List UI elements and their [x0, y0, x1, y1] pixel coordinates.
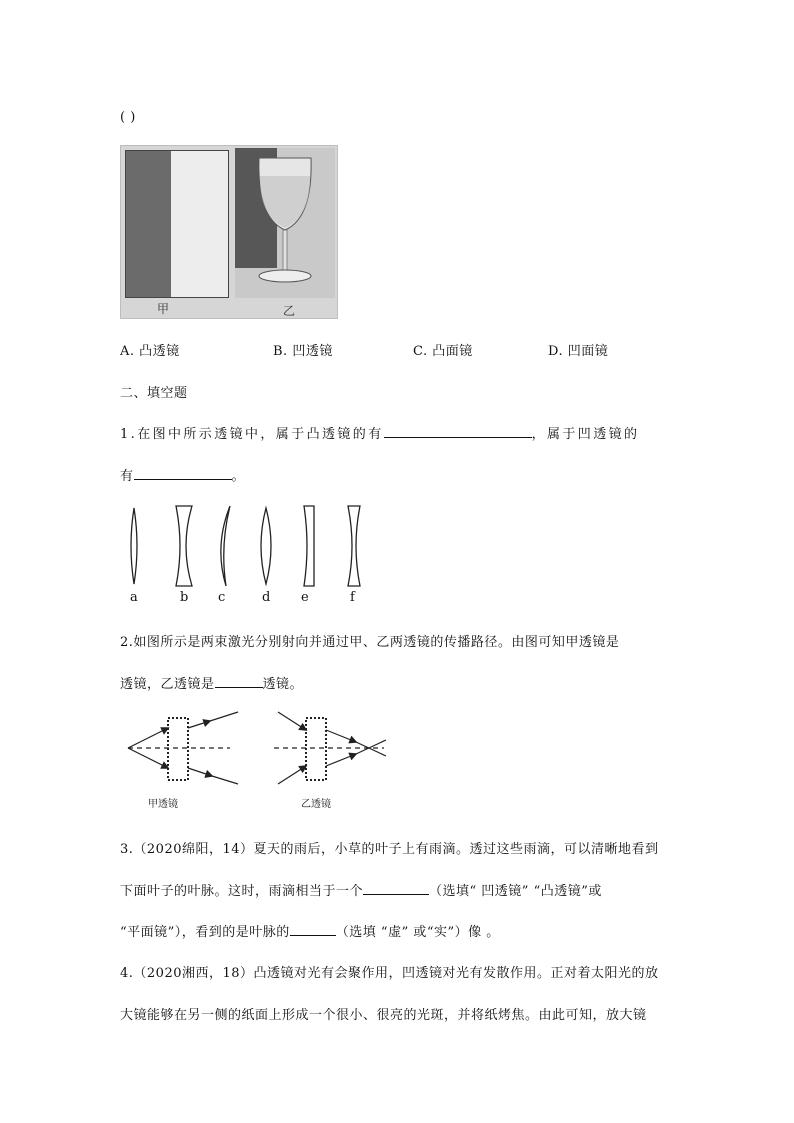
q2-line1: 2.如图所示是两束激光分别射向并通过甲、乙两透镜的传播路径。由图可知甲透镜是	[120, 635, 620, 650]
label-jia-lens: 甲透镜	[148, 799, 178, 810]
option-a-letter: A.	[120, 344, 135, 359]
lens-label-c: c	[218, 590, 226, 605]
lens-c-icon	[221, 506, 230, 586]
q3-line3	[120, 921, 500, 940]
lens-label-d: d	[262, 590, 271, 605]
q3-text-d: （选填 “虚” 或“实”）像 。	[335, 925, 500, 940]
lens-yi-box	[306, 718, 326, 780]
lens-jia-box	[168, 718, 188, 780]
q1-blank-concave	[134, 467, 232, 480]
q1-text-a: 1.在图中所示透镜中，属于凸透镜的有	[120, 427, 384, 442]
lens-e-icon	[304, 506, 314, 586]
q1-line2	[120, 465, 245, 484]
lens-b-icon	[176, 506, 192, 586]
panel-jia	[125, 150, 229, 298]
q1-blank-convex	[384, 425, 532, 438]
section-title: 二、填空题	[120, 386, 188, 401]
q2-line2	[120, 673, 303, 692]
q2-blank-yi	[215, 675, 263, 688]
q2-text-b: 透镜。	[262, 677, 304, 692]
lens-f-icon	[348, 506, 360, 586]
q3-blank-image	[290, 923, 336, 936]
caption-jia: 甲	[157, 302, 170, 316]
option-b	[273, 340, 333, 359]
lens-label-f: f	[350, 590, 355, 605]
q1-text-d: 。	[231, 469, 246, 484]
option-a-text: 凸透镜	[139, 344, 180, 359]
q1-line1	[120, 423, 639, 442]
wine-glass-icon	[235, 148, 335, 298]
dark-stripe	[126, 151, 171, 297]
lens-d-icon	[261, 508, 271, 584]
lens-figure	[120, 500, 380, 590]
lens-label-b: b	[180, 590, 189, 605]
option-c-letter: C.	[413, 344, 428, 359]
caption-yi: 乙	[283, 304, 296, 318]
q1-text-c: 有	[120, 469, 134, 484]
q3-text-a: 下面叶子的叶脉。这时，雨滴相当于一个	[120, 884, 364, 899]
figure-photo	[120, 145, 338, 319]
light-path-figure	[120, 710, 400, 800]
option-c-text: 凸面镜	[432, 344, 473, 359]
q4-line2: 大镜能够在另一侧的纸面上形成一个很小、很亮的光斑，并将纸烤焦。由此可知，放大镜	[120, 1008, 647, 1023]
q3-line1: 3.（2020绵阳，14）夏天的雨后，小草的叶子上有雨滴。透过这些雨滴，可以清晰地看到	[120, 842, 659, 857]
option-d	[548, 340, 608, 359]
question-bracket: ( )	[120, 110, 136, 125]
option-d-text: 凹面镜	[567, 344, 609, 359]
q3-line2	[120, 880, 602, 899]
q3-text-b: （选填“ 凹透镜” “凸透镜”或	[429, 884, 602, 899]
option-b-text: 凹透镜	[292, 344, 333, 359]
lens-label-a: a	[130, 590, 138, 605]
option-d-letter: D.	[548, 344, 564, 359]
option-a	[120, 340, 180, 359]
lens-label-e: e	[301, 590, 309, 605]
q4-line1: 4.（2020湘西，18）凸透镜对光有会聚作用，凹透镜对光有发散作用。正对着太阳光的放	[120, 966, 659, 981]
lens-a-icon	[131, 508, 137, 584]
q2-text-a: 透镜，乙透镜是	[120, 677, 215, 692]
q3-blank-lens	[363, 882, 429, 895]
q3-text-c: “平面镜”），看到的是叶脉的	[120, 925, 290, 940]
q1-text-b: ，属于凹透镜的	[531, 427, 640, 442]
option-c	[413, 340, 473, 359]
option-b-letter: B.	[273, 344, 288, 359]
panel-yi	[235, 148, 335, 298]
label-yi-lens: 乙透镜	[301, 799, 331, 810]
